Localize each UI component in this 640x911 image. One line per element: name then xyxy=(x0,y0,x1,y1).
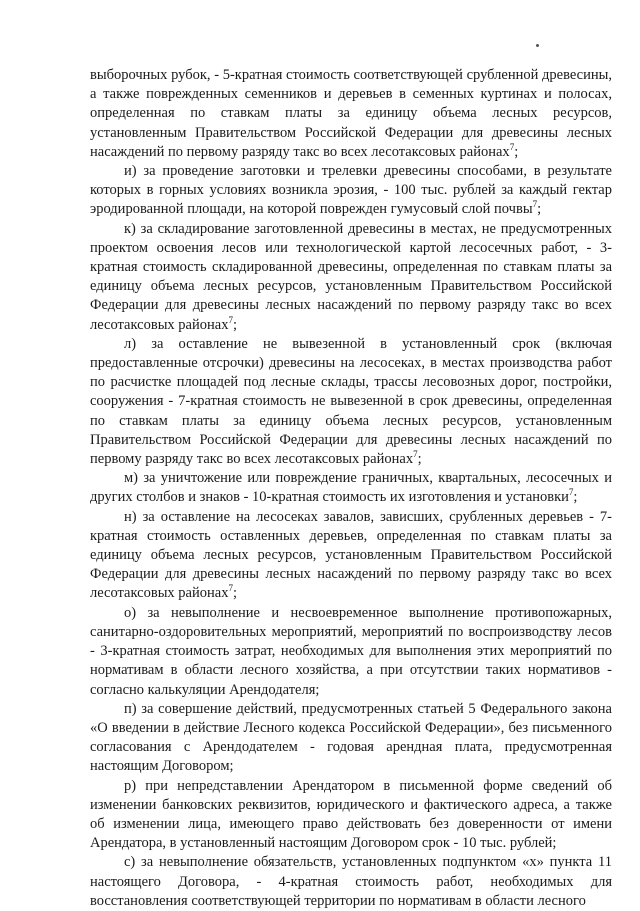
paragraph-text: п) за совершение действий, предусмотренных статьей 5 Федерального закона «О введении в действие Лесного кодекса Российской Федерации», без письменного согласования с Арендодателем - годовая арендная плата, предусмотренная настоящим Договором; xyxy=(90,700,612,775)
paragraph-item-r xyxy=(90,777,612,854)
paragraph-text: р) при непредставлении Арендатором в письменной форме сведений об изменении банковских реквизитов, юридического и фактического адреса, а также об изменении лица, имеющего право действовать без доверенности от имени Арендатора, в установленный настоящим Договором срок - 10 тыс. рублей; xyxy=(90,777,612,852)
paragraph-item-o xyxy=(90,604,612,700)
footnote-marker: 7 xyxy=(228,583,233,594)
paragraph-text: выборочных рубок, - 5-кратная стоимость соответствующей срубленной древесины, а также поврежденных семенников и деревьев в семенных куртинах и полосах, определенная по ставкам платы за единицу объема лесных ресурсов, установленным Правительством Российской Федерации для древесины лесных насаждений по первому разряду такс во всех лесотаксовых районах xyxy=(90,67,612,160)
paragraph-item-p xyxy=(90,700,612,777)
footnote-marker: 7 xyxy=(509,141,515,152)
paragraph-item-s xyxy=(90,853,612,911)
scan-speck xyxy=(536,44,539,47)
footnote-marker: 7 xyxy=(568,487,574,498)
paragraph-item-k xyxy=(90,220,612,335)
paragraph-item-i xyxy=(90,162,612,220)
paragraph-text: м) за уничтожение или повреждение граничных, квартальных, лесосечных и других столбов и знаков - 10-кратная стоимость их изготовления и установки xyxy=(90,470,612,506)
paragraph-text: о) за невыполнение и несвоевременное выполнение противопожарных, санитарно-оздоровительных мероприятий, мероприятий по воспроизводству лесов - 3-кратная стоимость затрат, необходимых для выполнения этих мероприятий по нормативам в области лесного хозяйства, а при отсутствии таких нормативов - согласно калькуляции Арендодателя; xyxy=(90,604,612,698)
paragraph-continuation xyxy=(90,66,612,162)
footnote-marker: 7 xyxy=(228,314,233,325)
paragraph-item-n xyxy=(90,508,612,604)
paragraph-text: л) за оставление не вывезенной в установленный срок (включая предоставленные отсрочки) древесины на лесосеках, в местах производства работ по расчистке площадей под лесные склады, трассы лесовозных дорог, постройки, сооружения - 7-кратная стоимость не вывезенной в срок древесины, определенная по ставкам платы за единицу объема лесных ресурсов, установленным Правительством Российской Федерации для древесины лесных насаждений по первому разряду такс во всех лесотаксовых районах xyxy=(90,335,612,468)
paragraph-tail: ; xyxy=(514,143,519,160)
footnote-marker: 7 xyxy=(532,199,538,210)
paragraph-tail: ; xyxy=(573,489,578,506)
paragraph-item-l xyxy=(90,335,612,469)
paragraph-text: к) за складирование заготовленной древесины в местах, не предусмотренных проектом освоения лесов или технологической картой лесосечных работ, - 3-кратная стоимость складированной древесины, определенная по ставкам платы за единицу объема лесных ресурсов, установленным Правительством Российской Федерации для древесины лесных насаждений по первому разряду такс во всех лесотаксовых районах xyxy=(90,220,612,333)
paragraph-tail: ; xyxy=(417,451,422,468)
paragraph-tail: ; xyxy=(232,585,237,602)
paragraph-text: с) за невыполнение обязательств, установленных подпунктом «х» пункта 11 настоящего Договора, - 4-кратная стоимость работ, необходимых для восстановления соответствующей территории по нормативам в области лесного xyxy=(90,854,612,909)
paragraph-item-m xyxy=(90,469,612,507)
paragraph-tail: ; xyxy=(232,316,237,333)
paragraph-text: н) за оставление на лесосеках завалов, зависших, срубленных деревьев - 7-кратная стоимость оставленных деревьев, определенная по ставкам платы за единицу объема лесных ресурсов, установленным Правительством Российской Федерации для древесины лесных насаждений по первому разряду такс во всех лесотаксовых районах xyxy=(90,508,612,602)
paragraph-tail: ; xyxy=(537,201,542,218)
paragraph-text: и) за проведение заготовки и трелевки древесины способами, в результате которых в горных условиях возникла эрозия, - 100 тыс. рублей за каждый гектар эродированной площади, на которой поврежден гумусовый слой почвы xyxy=(90,163,612,218)
document-body xyxy=(90,66,612,911)
footnote-marker: 7 xyxy=(413,449,418,460)
